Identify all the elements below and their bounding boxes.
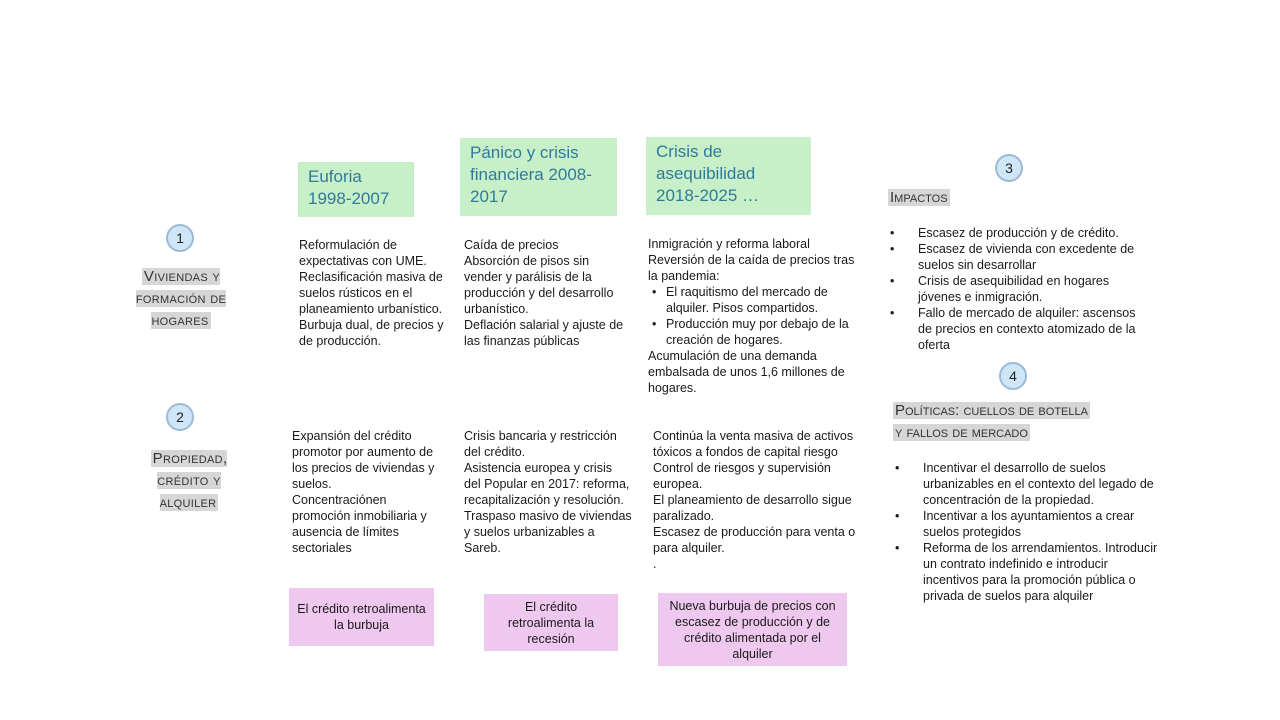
policies-item: • Incentivar el desarrollo de suelos urbanizables en el contexto del legado de concentración de la propiedad. (893, 460, 1163, 508)
period-label: Pánico y crisis financiera 2008-2017 (470, 143, 592, 206)
impacts-heading (888, 187, 950, 209)
row-label-text: Viviendas y formación de hogares (135, 268, 227, 329)
cell-line: Reversión de la caída de precios tras la pandemia: (648, 253, 855, 283)
row-label-viviendas (118, 266, 244, 332)
period-header-asequibilidad (646, 137, 811, 215)
cell-propiedad-panico (464, 428, 632, 556)
impacts-heading-text: Impactos (890, 189, 948, 206)
cell-line: Reclasificación masiva de suelos rústicos en el planeamiento urbanístico. (299, 270, 443, 316)
cell-viviendas-euforia (299, 237, 444, 349)
cell-line: Crisis bancaria y restricción del crédito. (464, 429, 617, 459)
cell-line: Inmigración y reforma laboral (648, 237, 810, 251)
cell-line: Expansión del crédito promotor por aumento de los precios de viviendas y suelos. (292, 429, 435, 491)
cell-line: Caída de precios (464, 238, 559, 252)
policies-number-badge: 4 (999, 362, 1027, 390)
policies-heading-line: Políticas: cuellos de botella (895, 402, 1088, 419)
period-header-euforia (298, 162, 414, 217)
row-number-badge: 1 (166, 224, 194, 252)
cell-line: Deflación salarial y ajuste de las finanzas públicas (464, 318, 624, 348)
impacts-number-badge: 3 (995, 154, 1023, 182)
policies-heading-line: y fallos de mercado (895, 424, 1028, 441)
policies-item: • Reforma de los arrendamientos. Introducir un contrato indefinido e introducir incentivos para la promoción pública o privada de suelos para alquiler (893, 540, 1163, 604)
cell-line: Asistencia europea y crisis del Popular en 2017: reforma, recapitalización y resolución. (464, 461, 630, 507)
summary-box-euforia (289, 588, 434, 646)
cell-propiedad-euforia (292, 428, 442, 556)
cell-viviendas-panico (464, 237, 624, 349)
cell-line: Concentraciónen promoción inmobiliaria y ausencia de límites sectoriales (292, 493, 427, 555)
summary-text: El crédito retroalimenta la recesión (507, 599, 595, 646)
row-number-badge: 2 (166, 403, 194, 431)
cell-line: El planeamiento de desarrollo sigue paralizado. (653, 493, 852, 523)
impacts-item: • Fallo de mercado de alquiler: ascensos de precios en contexto atomizado de la oferta (888, 305, 1138, 353)
summary-box-panico (484, 594, 618, 651)
period-label: Euforia 1998-2007 (308, 167, 390, 208)
cell-line: Traspaso masivo de viviendas y suelos urbanizables a Sareb. (464, 509, 632, 555)
impacts-item: • Escasez de vivienda con excedente de suelos sin desarrollar (888, 241, 1138, 273)
cell-line: Reformulación de expectativas con UME. (299, 238, 427, 268)
summary-text: Nueva burbuja de precios con escasez de producción y de crédito alimentada por el alquiler (669, 598, 836, 661)
period-label: Crisis de asequibilidad 2018-2025 … (656, 142, 760, 205)
cell-bullet: • Producción muy por debajo de la creación de hogares. (666, 316, 863, 348)
cell-line: Control de riesgos y supervisión europea. (653, 461, 831, 491)
policies-item: • Incentivar a los ayuntamientos a crear suelos protegidos (893, 508, 1163, 540)
impacts-list (888, 225, 1138, 353)
policies-list (893, 460, 1163, 604)
impacts-item: • Escasez de producción y de crédito. (888, 225, 1138, 241)
cell-bullet-list (648, 284, 863, 348)
policies-heading (893, 400, 1163, 444)
cell-line: Acumulación de una demanda embalsada de unos 1,6 millones de hogares. (648, 349, 845, 395)
cell-line: . (653, 557, 657, 571)
summary-text: El crédito retroalimenta la burbuja (297, 602, 426, 632)
cell-viviendas-asequibilidad (648, 236, 863, 396)
row-label-text: Propiedad, crédito y alquiler (152, 450, 228, 511)
cell-propiedad-asequibilidad (653, 428, 863, 572)
cell-line: Continúa la venta masiva de activos tóxicos a fondos de capital riesgo (653, 429, 854, 459)
period-header-panico (460, 138, 617, 216)
row-label-propiedad (126, 448, 252, 514)
cell-line: Escasez de producción para venta o para alquiler. (653, 525, 856, 555)
cell-line: Burbuja dual, de precios y de producción. (299, 318, 444, 348)
impacts-item: • Crisis de asequibilidad en hogares jóvenes e inmigración. (888, 273, 1138, 305)
summary-box-asequibilidad (658, 593, 847, 666)
cell-line: Absorción de pisos sin vender y parálisis de la producción y del desarrollo urbanístico. (464, 254, 614, 316)
cell-bullet: • El raquitismo del mercado de alquiler. Pisos compartidos. (666, 284, 863, 316)
